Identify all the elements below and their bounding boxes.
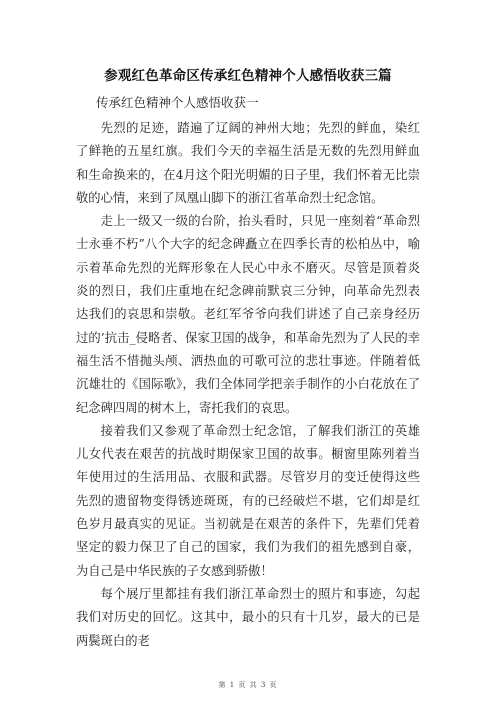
paragraph-4: 每个展厅里都挂有我们浙江革命烈士的照片和事迹，勾起我们对历史的回忆。这其中，最小的只有十几岁，最大的已是两鬓斑白的老 (76, 586, 420, 648)
paragraph-1: 先烈的足迹，踏遍了辽阔的神州大地；先烈的鲜血，染红了鲜艳的五星红旗。我们今天的幸福生活是无数的先烈用鲜血和生命换来的，在4月这个阳光明媚的日子里，我们怀着无比崇敬的心情，来到了凤凰山脚下的浙江省革命烈士纪念馆。 (76, 121, 420, 205)
paragraph-3: 接着我们又参观了革命烈士纪念馆，了解我们浙江的英雄儿女代表在艰苦的抗战时期保家卫国的故事。橱窗里陈列着当年使用过的生活用品、衣服和武器。尽管岁月的变迁使得这些先烈的遗留物变得锈迹斑斑，有的已经破烂不堪，它们却是红色岁月最真实的见证。当初就是在艰苦的条件下，先辈们凭着坚定的毅力保卫了自己的国家，我们为我们的祖先感到自豪，为自己是中华民族的子女感到骄傲！ (76, 423, 420, 578)
page-footer: 第 1 页 共 3 页 (218, 681, 278, 689)
document-title: 参观红色革命区传承红色精神个人感悟收获三篇 (104, 68, 392, 84)
section-subtitle: 传承红色精神个人感悟收获一 (96, 95, 259, 110)
paragraph-2: 走上一级又一级的台阶，抬头看时，只见一座刻着“革命烈士永垂不朽”八个大字的纪念碑矗立在四季长青的松柏丛中，喻示着革命先烈的光辉形象在人民心中永不磨灭。尽管是顶着炎炎的烈日，我们庄重地在纪念碑前默哀三分钟，向革命先烈表达我们的哀思和崇敬。老红军爷爷向我们讲述了自己亲身经历过的’抗击_侵略者、保家卫国的战争，和革命先烈为了人民的幸福生活不惜抛头颅、洒热血的可歌可泣的悲壮事迹。伴随着低沉雄壮的《国际歌》，我们全体同学把亲手制作的小白花放在了纪念碑四周的树木上，寄托我们的哀思。 (76, 214, 420, 415)
document-body (76, 117, 420, 653)
